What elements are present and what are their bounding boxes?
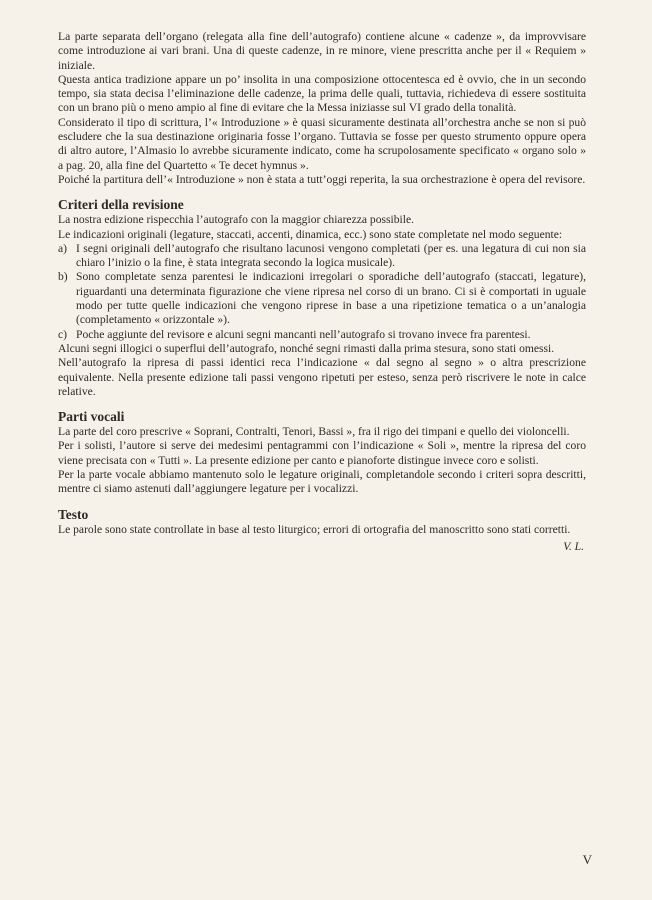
testo-paragraph-1: Le parole sono state controllate in base al testo liturgico; errori di ortografia del manoscritto sono stati corretti. <box>58 522 571 536</box>
intro-paragraph-4: Poiché la partitura dell’« Introduzione » non è stata a tutt’oggi reperita, la sua orchestrazione è opera del revisore. <box>58 172 586 186</box>
intro-paragraph-2: Questa antica tradizione appare un po’ insolita in una composizione ottocentesca ed è ovvio, che in un secondo tempo, sia stata decisa l’eliminazione delle cadenze, la prima delle quali, tuttavia, richiedeva di essere sostituita con un brano più o meno ampio al fine di evitare che la Messa iniziasse sul VI grado della tonalità. <box>58 72 586 115</box>
parti-paragraph-3: Per la parte vocale abbiamo mantenuto solo le legature originali, completandole secondo i criteri sopra descritti, mentre ci siamo astenuti dall’aggiungere legature per i vocalizzi. <box>58 468 586 496</box>
list-marker: c) <box>58 327 68 341</box>
list-item-a <box>58 242 586 271</box>
intro-paragraph-1: La parte separata dell’organo (relegata alla fine dell’autografo) contiene alcune « cadenze », da improvvisare come introduzione ai vari brani. Una di queste cadenze, in re minore, viene prescritta anche per il « Requiem » iniziale. <box>58 30 586 72</box>
section-heading-parti-vocali: Parti vocali <box>58 409 125 425</box>
parti-paragraph-2: Per i solisti, l’autore si serve dei medesimi pentagrammi con l’indicazione « Soli », mentre la ripresa del coro viene precisata con « Tutti ». La presente edizione per canto e pianoforte distingue invece coro e solisti. <box>58 439 586 467</box>
list-item-c <box>58 328 586 342</box>
criteri-paragraph-4: Nell’autografo la ripresa di passi identici reca l’indicazione « dal segno al segno » o altra prescrizione equivalente. Nella presente edizione tali passi vengono ripetuti per esteso, senza però riscrivere le note in calce relative. <box>58 356 586 398</box>
list-marker: b) <box>58 270 68 284</box>
list-item-text: Poche aggiunte del revisore e alcuni segni mancanti nell’autografo si trovano invece fra parentesi. <box>76 327 531 341</box>
section-heading-testo: Testo <box>58 506 89 522</box>
intro-paragraph-3: Considerato il tipo di scrittura, l’« Introduzione » è quasi sicuramente destinata all’orchestra anche se non si può escludere che la sua destinazione originaria fosse l’organo. Tuttavia se fosse per questo strumento oppure opera di altro autore, l’Almasio lo avrebbe sicuramente indicato, come ha scrupolosamente specificato « organo solo » a pag. 20, alla fine del Quartetto « Te decet hymnus ». <box>58 115 586 172</box>
section-heading-criteri: Criteri della revisione <box>58 197 184 213</box>
text-column <box>58 30 586 554</box>
author-signature: V. L. <box>563 539 584 553</box>
criteri-paragraph-1: La nostra edizione rispecchia l’autografo con la maggior chiarezza possibile. <box>58 213 415 227</box>
list-item-text: I segni originali dell’autografo che risultano lacunosi vengono completati (per es. una legatura di cui non sia chiaro l’inizio o la fine, è stata integrata secondo la logica musicale). <box>76 241 586 270</box>
list-item-b <box>58 270 586 327</box>
parti-paragraph-1: La parte del coro prescrive « Soprani, Contralti, Tenori, Bassi », fra il rigo dei timpani e quello dei violoncelli. <box>58 425 570 439</box>
criteri-paragraph-2: Le indicazioni originali (legature, staccati, accenti, dinamica, ecc.) sono state completate nel modo seguente: <box>58 227 563 241</box>
list-item-text: Sono completate senza parentesi le indicazioni irregolari o sporadiche dell’autografo (staccati, legature), riguardanti una determinata figurazione che viene ripresa nel corso di un brano. Ci si è comportati in uguale modo per tutte quelle indicazioni che vengono riprese in base a una ripetizione tematica o a un’analogia (completamento « orizzontale »). <box>76 270 586 327</box>
list-marker: a) <box>58 241 68 255</box>
page-number: V <box>582 852 592 867</box>
criteri-paragraph-3: Alcuni segni illogici o superflui dell’autografo, nonché segni rimasti dalla prima stesura, sono stati omessi. <box>58 341 555 355</box>
